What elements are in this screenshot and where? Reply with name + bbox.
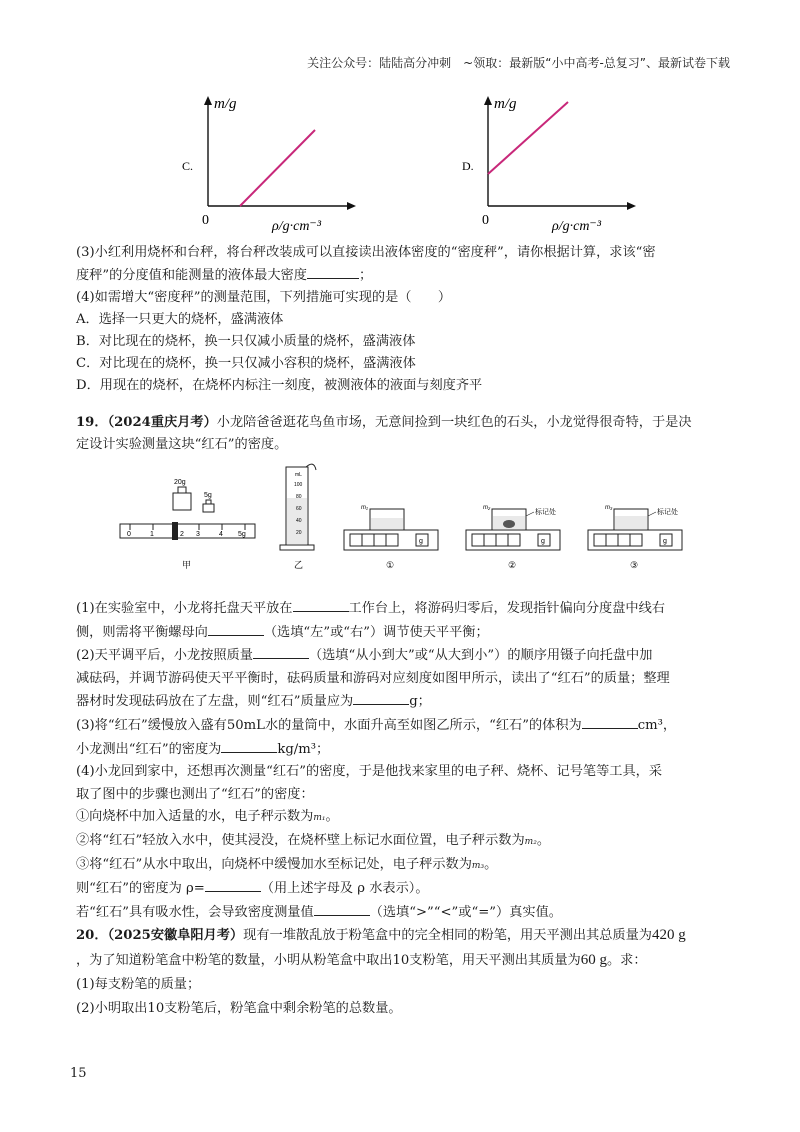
weight-5g-label: 5g	[204, 492, 212, 499]
cylinder-tick-40: 40	[296, 518, 302, 524]
q20-stem-line2	[76, 948, 736, 973]
caption-yi: 乙	[294, 560, 304, 570]
m2-label: m₂	[483, 505, 491, 511]
weight-5g	[203, 504, 214, 512]
q19-stem-line1	[76, 412, 736, 434]
q19-part2-text-a: (2)天平调平后，小龙按照质量	[76, 648, 253, 664]
q19-result-text-b: （用上述字母及 ρ 水表示）。	[260, 881, 429, 897]
question-20	[76, 923, 736, 1021]
graph-c-xlabel: ρ/g·cm⁻³	[272, 219, 322, 234]
graph-d-option-label: D.	[462, 159, 474, 173]
answer-blank[interactable]	[582, 714, 638, 729]
graph-c-x-arrow	[347, 202, 356, 210]
graph-d-xlabel: ρ/g·cm⁻³	[552, 219, 602, 234]
scale-label-0: 0	[127, 531, 131, 538]
q19-part3-text-d: kg/m³；	[277, 741, 330, 757]
answer-blank[interactable]	[253, 644, 309, 659]
q20-source: （2025安徽阜阳月考）	[107, 928, 244, 943]
q18-part4: (4)如需增大“密度秤”的测量范围，下列措施可实现的是（ ）	[76, 290, 452, 305]
red-stone	[503, 520, 515, 528]
cylinder-tick-20: 20	[296, 530, 302, 536]
answer-blank[interactable]	[205, 877, 261, 892]
q19-part2-text-e: g；	[409, 694, 431, 710]
weight-20g	[173, 493, 191, 510]
caption-step3: ③	[630, 560, 639, 570]
q19-part1-text-d: （选填“左”或“右”）调节使天平平衡；	[263, 624, 489, 640]
q18-part3-end: ；	[358, 268, 373, 283]
q19-part3-line1	[76, 714, 736, 738]
page-header: 关注公众号：陆陆高分冲刺 ~领取：最新版“小中高考-总复习”、最新试卷下载	[307, 56, 730, 70]
q19-step1-m1: m₁	[313, 813, 326, 824]
graph-d-y-arrow	[484, 96, 492, 105]
scale-label-1: 1	[150, 531, 154, 538]
graph-c-svg	[180, 88, 360, 238]
q19-result-text-d: （选填“>”“<”或“=”）真实值。	[369, 904, 562, 920]
q19-part1-text-b: 工作台上，将游码归零后，发现指针偏向分度盘中线右	[348, 601, 665, 616]
q19-part2-text-b: （选填“从小到大”或“从大到小”）的顺序用镊子向托盘中加	[308, 648, 653, 664]
q19-step2-m2: m₂	[524, 836, 537, 847]
caption-step1: ①	[386, 560, 395, 570]
q19-step3	[76, 854, 736, 878]
q19-step3-end: 。	[484, 856, 498, 872]
q19-part3-text-a: (3)将“红石”缓慢放入盛有50mL水的量筒中，水面升高至如图乙所示，“红石”的体积为	[76, 717, 582, 733]
q19-result-line1	[76, 877, 736, 901]
caption-step2: ②	[508, 560, 517, 570]
q18-part3-line1: (3)小红利用烧杯和台秤，将台秤改装成可以直接读出液体密度的“密度秤”，请你根据计算，求该“密	[76, 245, 656, 260]
q19-part2-line2: 减砝码，并调节游码使天平平衡时，砝码质量和游码对应刻度如图甲所示，读出了“红石”的质量；整理	[76, 670, 670, 686]
q20-number: 20．	[76, 928, 108, 943]
q19-step1-end: 。	[325, 809, 339, 825]
q18-part3-line2	[76, 264, 736, 287]
graph-d-line	[488, 102, 568, 174]
m3-label: m₃	[605, 505, 613, 511]
q18-option-a: A．选择一只更大的烧杯，盛满液体	[76, 312, 284, 327]
q19-step2	[76, 830, 736, 854]
answer-blank[interactable]	[221, 738, 277, 753]
scale-label-5: 5g	[238, 531, 246, 538]
graph-c-option-label: C.	[182, 159, 194, 173]
cylinder-tick-100: 100	[294, 482, 303, 488]
q19-part4-line2: 取了图中的步骤也测出了“红石”的密度：	[76, 786, 314, 802]
scale-label-3: 3	[196, 531, 200, 538]
graph-c-ylabel: m/g	[214, 96, 237, 112]
answer-blank[interactable]	[314, 901, 370, 916]
q20-part2: (2)小明取出10支粉笔后，粉笔盒中剩余粉笔的总数量。	[76, 1001, 402, 1016]
graph-d-ylabel: m/g	[494, 96, 517, 112]
q20-stem-text1: 现有一堆散乱放于粉笔盒中的完全相同的粉笔，用天平测出其总质量为	[243, 928, 652, 943]
answer-blank[interactable]	[293, 597, 349, 612]
q20-stem-line1	[76, 923, 736, 948]
q20-stem-end: 。求：	[606, 953, 647, 968]
graph-option-d	[460, 88, 640, 238]
graph-c-line	[240, 130, 315, 206]
q19-number: 19．	[76, 415, 108, 430]
scale-rule	[120, 524, 255, 538]
mark-pointer	[526, 512, 534, 516]
mark-label-2: 标记处	[535, 509, 556, 516]
q19-part3-text-c: 小龙测出“红石”的密度为	[76, 741, 222, 757]
question-19-stem	[76, 412, 736, 456]
q20-total-mass: 420 g	[651, 927, 686, 943]
q20-ten-mass: 60 g	[580, 952, 607, 968]
q19-stem-text1: 小龙陪爸爸逛花鸟鱼市场，无意间捡到一块红色的石头，小龙觉得很奇特，于是决	[216, 415, 692, 430]
scale-label-2: 2	[180, 531, 184, 538]
q19-part3-text-b: cm³，	[637, 717, 677, 733]
cylinder-tick-80: 80	[296, 494, 302, 500]
weight-5g-knob	[206, 500, 211, 504]
q19-step1-text: ①向烧杯中加入适量的水，电子秤示数为	[76, 809, 314, 825]
q19-part1-line1	[76, 597, 736, 621]
mark-pointer	[648, 512, 656, 516]
q19-part2-line1	[76, 644, 736, 668]
answer-blank[interactable]	[307, 264, 359, 279]
cylinder-base	[280, 545, 314, 550]
page-number: 15	[70, 1066, 87, 1081]
question-19-parts	[76, 597, 736, 924]
q19-part1-line2	[76, 621, 736, 645]
scale-1-unit: g	[419, 538, 423, 545]
caption-jia: 甲	[182, 560, 192, 570]
mark-label-3: 标记处	[657, 509, 678, 516]
graph-d-svg	[460, 88, 640, 238]
q18-option-b: B．对比现在的烧杯，换一只仅减小质量的烧杯，盛满液体	[76, 334, 416, 349]
q19-figure-svg	[110, 462, 710, 582]
q19-step3-text: ③将“红石”从水中取出，向烧杯中缓慢加水至标记处，电子秤示数为	[76, 856, 472, 872]
weight-20g-label: 20g	[174, 479, 186, 486]
m1-label: m₁	[361, 505, 368, 511]
q18-part3-text: 度秤”的分度值和能测量的液体最大密度	[76, 268, 307, 283]
q19-part1-text-c: 侧，则需将平衡螺母向	[76, 624, 208, 640]
q19-source: （2024重庆月考）	[107, 415, 217, 430]
q19-step2-end: 。	[536, 832, 551, 848]
q19-step2-text: ②将“红石”轻放入水中，使其浸没，在烧杯壁上标记水面位置，电子秤示数为	[76, 832, 525, 848]
q18-option-c: C．对比现在的烧杯，换一只仅减小容积的烧杯，盛满液体	[76, 356, 416, 371]
q19-part1-text-a: (1)在实验室中，小龙将托盘天平放在	[76, 601, 293, 616]
beaker-1-water	[371, 518, 403, 529]
graph-d-x-arrow	[627, 202, 636, 210]
q19-part3-line2	[76, 738, 736, 762]
rider	[172, 522, 178, 540]
cylinder-tick-60: 60	[296, 506, 302, 512]
q19-result-line2	[76, 901, 736, 925]
scale-label-4: 4	[219, 531, 223, 538]
graph-c-y-arrow	[204, 96, 212, 105]
answer-blank[interactable]	[353, 690, 409, 705]
q19-result-text-c: 若“红石”具有吸水性，会导致密度测量值	[76, 904, 314, 920]
q19-figure	[110, 462, 710, 582]
q19-step1	[76, 806, 736, 830]
scale-2-unit: g	[541, 538, 545, 545]
graph-d-origin: 0	[482, 213, 489, 228]
scale-3-unit: g	[663, 538, 667, 545]
cylinder-unit: mL	[295, 472, 302, 478]
q19-part2-text-d: 器材时发现砝码放在了左盘，则“红石”质量应为	[76, 694, 354, 710]
q20-part1: (1)每支粉笔的质量；	[76, 977, 201, 992]
answer-blank[interactable]	[208, 621, 264, 636]
graph-option-c	[180, 88, 360, 238]
beaker-3-water	[615, 516, 647, 529]
q19-step3-m3: m₃	[471, 860, 485, 871]
weight-20g-knob	[178, 487, 186, 493]
graph-c-origin: 0	[202, 213, 209, 228]
q19-part4-line1: (4)小龙回到家中，还想再次测量“红石”的密度，于是他找来家里的电子秤、烧杯、记号笔等工具，采	[76, 764, 663, 780]
q19-part2-line3	[76, 690, 736, 714]
q19-stem-line2: 定设计实验测量这块“红石”的密度。	[76, 437, 288, 452]
q19-result-text-a: 则“红石”的密度为 ρ=	[76, 881, 205, 897]
q20-stem-text2: ，为了知道粉笔盒中粉笔的数量，小明从粉笔盒中取出10支粉笔，用天平测出其质量为	[76, 953, 581, 968]
q18-option-d: D．用现在的烧杯，在烧杯内标注一刻度，被测液体的液面与刻度齐平	[76, 378, 483, 393]
question-18-parts	[76, 242, 736, 397]
